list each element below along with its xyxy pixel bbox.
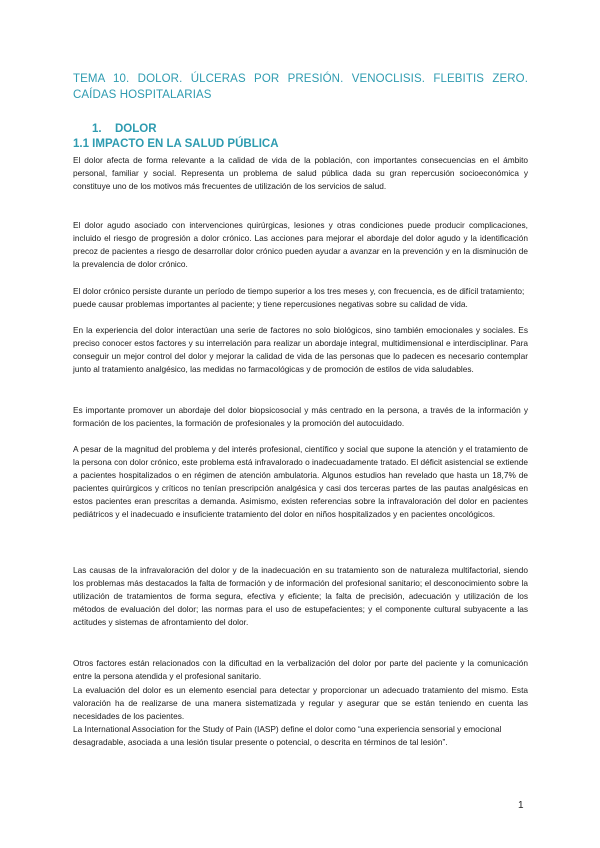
document-title: TEMA 10. DOLOR. ÚLCERAS POR PRESIÓN. VENOCLISIS. FLEBITIS ZERO. CAÍDAS HOSPITALARIAS: [73, 73, 528, 101]
section-number: 1.: [92, 123, 102, 135]
paragraph: Otros factores están relacionados con la dificultad en la verbalización del dolor por parte del paciente y la comunicación entre la persona atendida y el profesional sanitario.: [73, 658, 528, 681]
paragraph: La International Association for the Study of Pain (IASP) define el dolor como “una experiencia sensorial y emocional desagradable, asociada a una lesión tisular presente o potencial, o descrita en términos de tal lesión”.: [73, 724, 502, 747]
paragraph: El dolor crónico persiste durante un período de tiempo superior a los tres meses y, con frecuencia, es de difícil tratamiento; puede causar problemas importantes al paciente; y tiene repercusiones negativas sobre su calidad de vida.: [73, 286, 525, 309]
paragraph: Es importante promover un abordaje del dolor biopsicosocial y más centrado en la persona, a través de la información y formación de los pacientes, la formación de profesionales y la promoción del autocuidado.: [73, 405, 528, 428]
paragraph: El dolor afecta de forma relevante a la calidad de vida de la población, con importantes consecuencias en el ámbito personal, familiar y social. Representa un problema de salud pública dada su gran repercusión socioeconómica y constituye uno de los motivos más frecuentes de utilización de los servicios de salud.: [73, 155, 528, 191]
page-number: 1: [518, 800, 524, 811]
paragraph: En la experiencia del dolor interactúan una serie de factores no solo biológicos, sino también emocionales y sociales. Es preciso conocer estos factores y su interrelación para realizar un abordaje integral, multidimensional e interdisciplinar. Para conseguir un mejor control del dolor y mejorar la calidad de vida de las personas que lo padecen es necesario contemplar junto al tratamiento analgésico, las medidas no farmacológicas y de promoción de estilos de vida saludables.: [73, 325, 528, 374]
paragraph: El dolor agudo asociado con intervenciones quirúrgicas, lesiones y otras condiciones puede producir complicaciones, incluido el riesgo de progresión a dolor crónico. Las acciones para mejorar el abordaje del dolor agudo y la identificación precoz de pacientes a riesgo de desarrollar dolor crónico pueden ayudar a avanzar en la prevención y en la disminución de la prevalencia de dolor crónico.: [73, 220, 528, 269]
paragraph: A pesar de la magnitud del problema y del interés profesional, científico y social que supone la atención y el tratamiento de la persona con dolor crónico, este problema está infravalorado o inadecuadamente tratado. El déficit asistencial se extiende a pacientes hospitalizados o en régimen de atención ambulatoria. Algunos estudios han revelado que hasta un 18,7% de pacientes quirúrgicos y críticos no tenían prescripción analgésica y casi dos terceras partes de las pautas analgésicas en estos pacientes eran prescritas a demanda. Asimismo, existen referencias sobre la infravaloración del dolor en pacientes pediátricos y el inadecuado e insuficiente tratamiento del dolor en niños hospitalizados y en pacientes oncológicos.: [73, 444, 528, 519]
paragraph: La evaluación del dolor es un elemento esencial para detectar y proporcionar un adecuado tratamiento del mismo. Esta valoración ha de realizarse de una manera sistematizada y regular y asegurar que se están teniendo en cuenta las necesidades de los pacientes.: [73, 685, 528, 721]
section-label: DOLOR: [115, 123, 157, 135]
subsection-heading: 1.1 IMPACTO EN LA SALUD PÚBLICA: [73, 138, 279, 150]
section-heading: [92, 122, 157, 136]
paragraph: Las causas de la infravaloración del dolor y de la inadecuación en su tratamiento son de naturaleza multifactorial, siendo los problemas más destacados la falta de formación y de información del profesional sanitario; el desconocimiento sobre la utilización de tratamientos de forma segura, efectiva y eficiente; la falta de precisión, adecuación y utilización de los métodos de evaluación del dolor; las normas para el uso de estupefacientes; y el componente cultural subyacente a las actitudes y sistemas de afrontamiento del dolor.: [73, 565, 528, 627]
